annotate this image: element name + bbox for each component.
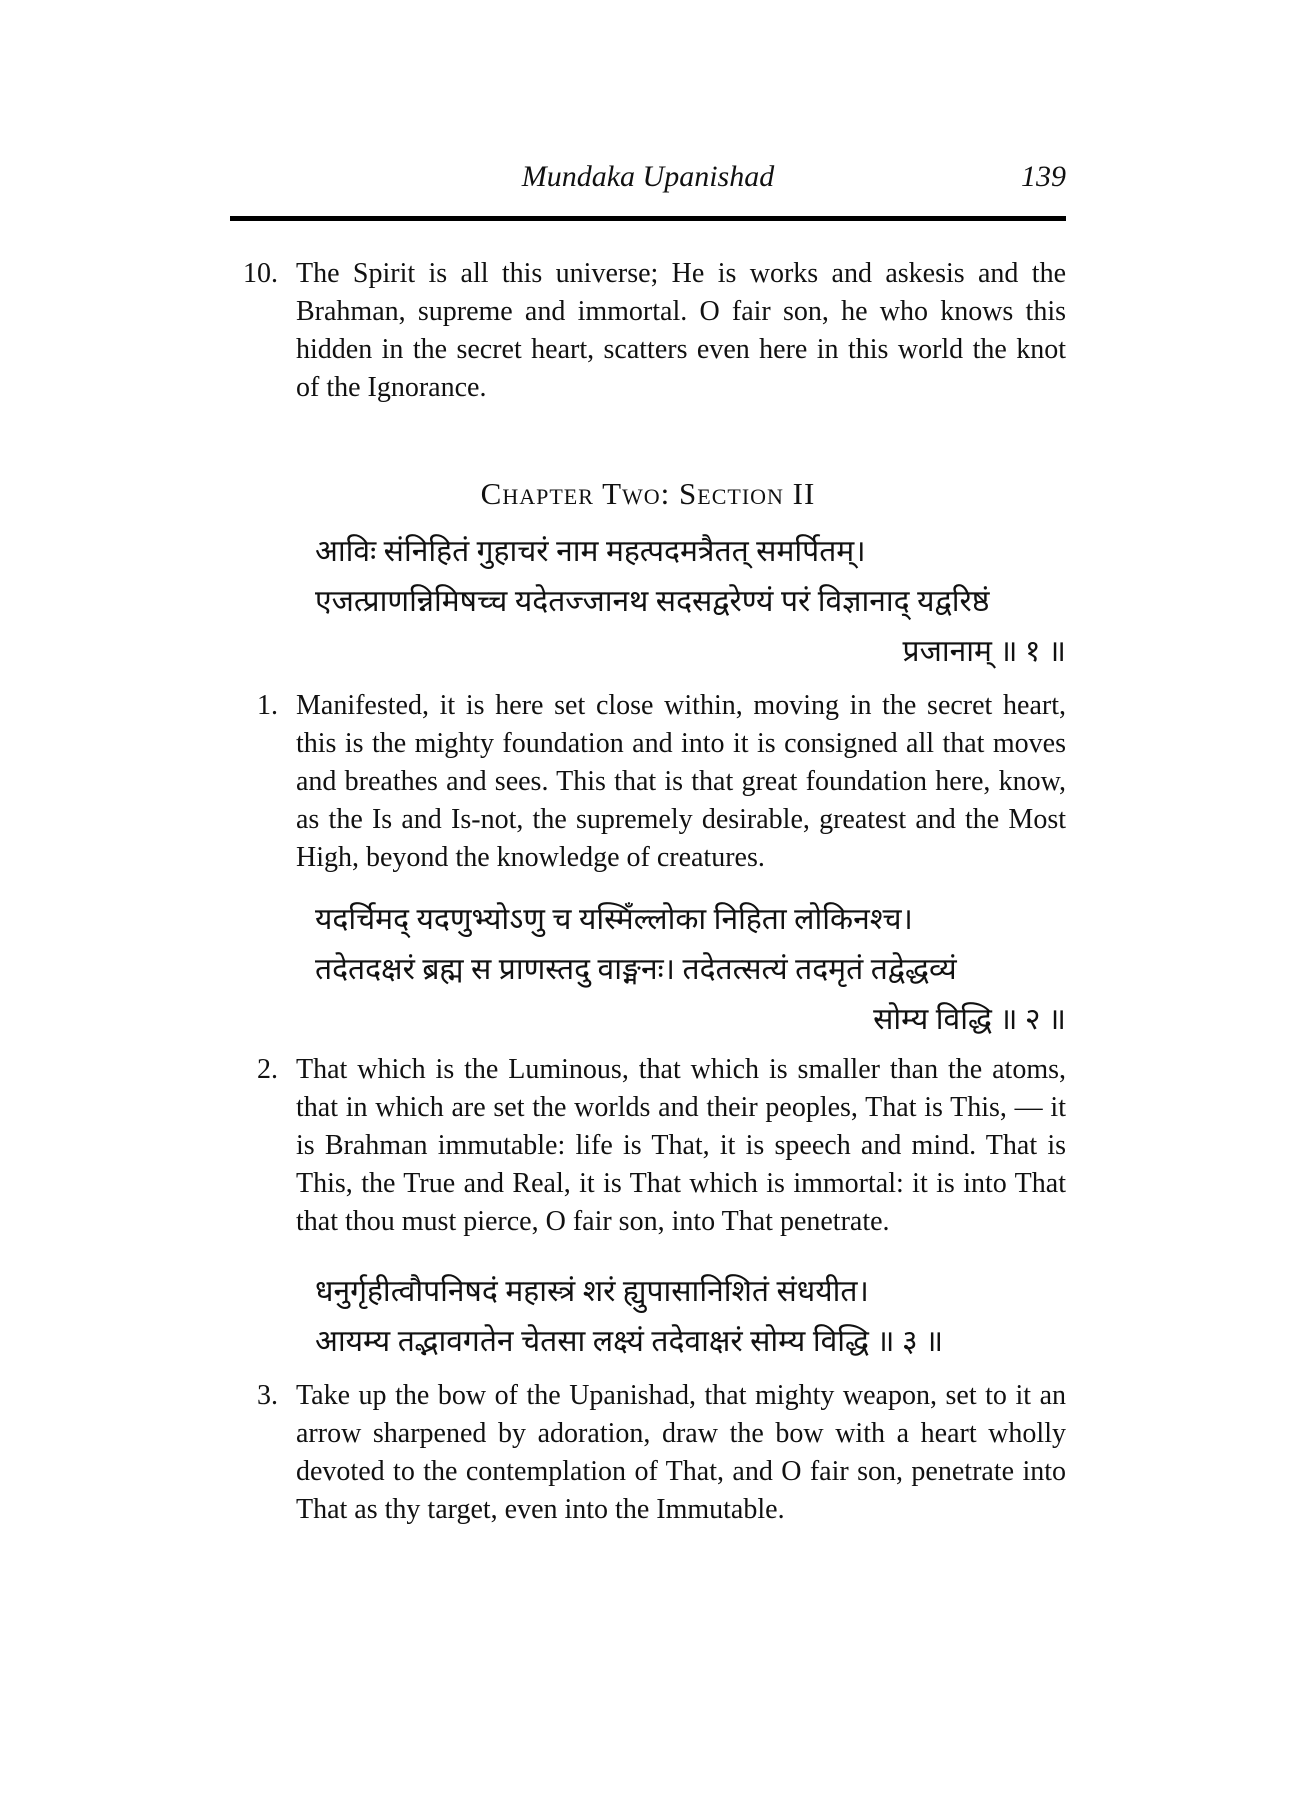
verse-number: 1. bbox=[257, 690, 278, 721]
sanskrit-verse-1 bbox=[315, 527, 1066, 677]
verse-text: The Spirit is all this universe; He is works and askesis and the Brahman, supreme and immortal. O fair son, he who knows this hidden in the secret heart, scatters even here in this world the knot of the Ignorance. bbox=[296, 258, 1066, 403]
verse-item-10 bbox=[230, 255, 1066, 407]
verse-text: That which is the Luminous, that which is smaller than the atoms, that in which are set the worlds and their peoples, That is This, — it is Brahman immutable: life is That, it is speech and mind. That is This, the True and Real, it is That which is immortal: it is into That that thou must pierce, O fair son, into That penetrate. bbox=[296, 1054, 1066, 1237]
sanskrit-line: आविः संनिहितं गुहाचरं नाम महत्पदमत्रैतत् समर्पितम्। bbox=[315, 535, 866, 568]
verse-number: 10. bbox=[243, 258, 278, 289]
sanskrit-line: यदर्चिमद् यदणुभ्योऽणु च यस्मिँल्लोका निहिता लोकिनश्च। bbox=[315, 903, 913, 936]
running-header bbox=[230, 158, 1066, 204]
verse-text: Take up the bow of the Upanishad, that mighty weapon, set to it an arrow sharpened by adoration, draw the bow with a heart wholly devoted to the contemplation of That, and O fair son, penetrate into That as thy target, even into the Immutable. bbox=[296, 1380, 1066, 1525]
verse-number: 2. bbox=[257, 1054, 278, 1085]
sanskrit-verse-3 bbox=[315, 1267, 1066, 1367]
verse-number: 3. bbox=[257, 1380, 278, 1411]
sanskrit-verse-2 bbox=[315, 895, 1066, 1045]
verse-item-2 bbox=[230, 1051, 1066, 1241]
verse-item-1 bbox=[230, 687, 1066, 877]
sanskrit-line-verse-end: सोम्य विद्धि ॥ २ ॥ bbox=[873, 1003, 1066, 1036]
verse-text: Manifested, it is here set close within, moving in the secret heart, this is the mighty foundation and into it is consigned all that moves and breathes and sees. This that is that great foundation here, know, as the Is and Is-not, the supremely desirable, greatest and the Most High, beyond the knowledge of creatures. bbox=[296, 690, 1066, 873]
sanskrit-line: धनुर्गृहीत्वौपनिषदं महास्त्रं शरं ह्युपासानिशितं संधयीत। bbox=[315, 1275, 869, 1308]
sanskrit-line-verse-end: प्रजानाम् ॥ १ ॥ bbox=[902, 635, 1066, 668]
sanskrit-line: तदेतदक्षरं ब्रह्म स प्राणस्तदु वाङ्मनः। तदेतत्सत्यं तदमृतं तद्वेद्धव्यं bbox=[315, 953, 957, 986]
verse-item-3 bbox=[230, 1377, 1066, 1529]
sanskrit-line: एजत्प्राणन्निमिषच्च यदेतज्जानथ सदसद्वरेण्यं परं विज्ञानाद् यद्वरिष्ठं bbox=[315, 585, 990, 618]
page-number: 139 bbox=[1021, 160, 1066, 193]
chapter-heading: Chapter Two: Section II bbox=[480, 476, 816, 511]
page-title: Mundaka Upanishad bbox=[521, 160, 775, 193]
header-rule bbox=[230, 216, 1066, 221]
sanskrit-line: आयम्य तद्भावगतेन चेतसा लक्ष्यं तदेवाक्षरं सोम्य विद्धि ॥ ३ ॥ bbox=[315, 1325, 944, 1358]
page-content bbox=[230, 150, 1066, 1529]
